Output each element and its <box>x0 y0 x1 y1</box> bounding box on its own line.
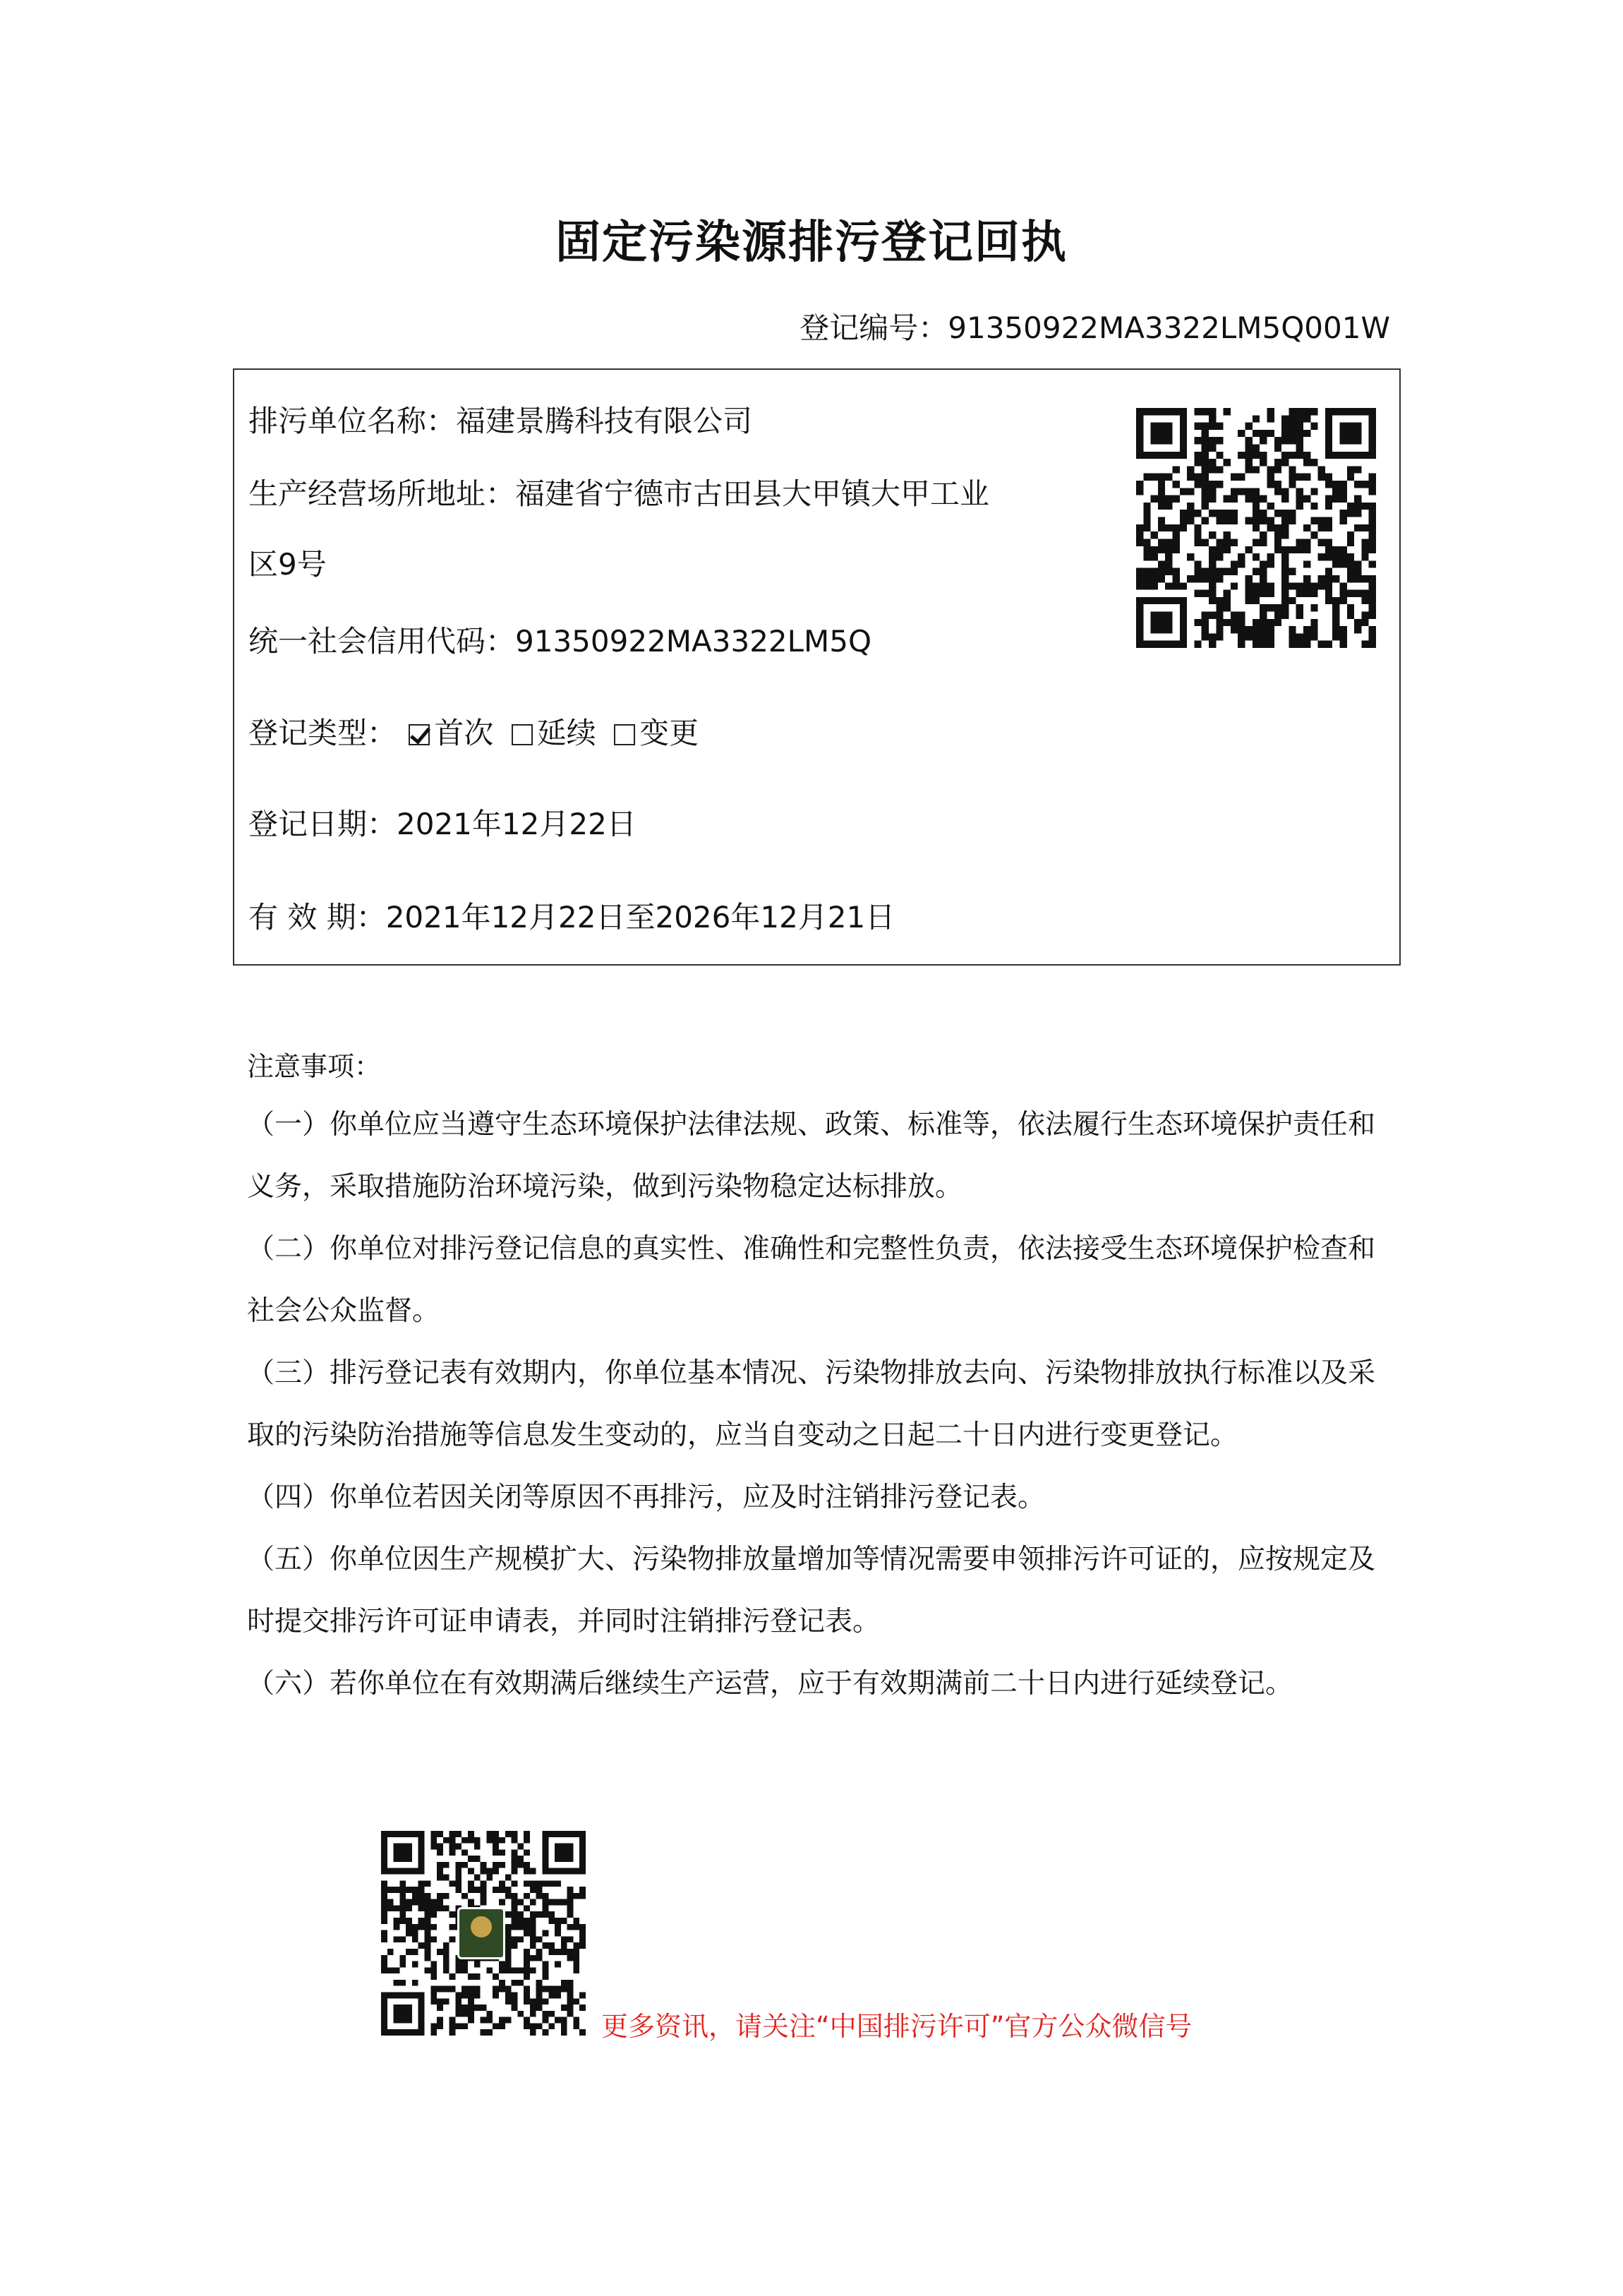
registration-number: 登记编号：91350922MA3322LM5Q001W <box>800 311 1390 345</box>
unit-name-row <box>248 398 752 440</box>
validity-label: 有 效 期： <box>248 900 386 934</box>
address-value-line2: 区9号 <box>248 547 327 582</box>
note-item-1: （一）你单位应当遵守生态环境保护法律法规、政策、标准等，依法履行生态环境保护责任和义务，采取措施防治环境污染，做到污染物稳定达标排放。 <box>247 1109 1376 1203</box>
note-item-2: （二）你单位对排污登记信息的真实性、准确性和完整性负责，依法接受生态环境保护检查和社会公众监督。 <box>247 1233 1376 1327</box>
note-item-6: （六）若你单位在有效期满后继续生产运营，应于有效期满前二十日内进行延续登记。 <box>247 1668 1293 1700</box>
wechat-account-logo-icon <box>457 1907 505 1959</box>
registration-type-label: 登记类型： <box>248 716 397 750</box>
checkbox-first-time <box>409 724 430 745</box>
registration-date-value: 2021年12月22日 <box>397 807 636 841</box>
document-title: 固定污染源排污登记回执 <box>555 216 1068 269</box>
option-first-time: 首次 <box>434 716 494 750</box>
notes-title: 注意事项： <box>247 1051 382 1082</box>
address-row <box>248 471 989 513</box>
registration-qr-code <box>1136 408 1376 648</box>
footer-wechat-notice: 更多资讯，请关注“中国排污许可”官方公众微信号 <box>601 2011 1193 2042</box>
note-item-4: （四）你单位若因关闭等原因不再排污，应及时注销排污登记表。 <box>247 1481 1046 1513</box>
credit-code-row <box>248 618 871 661</box>
validity-value: 2021年12月22日至2026年12月21日 <box>385 900 895 934</box>
checkbox-renewal <box>512 724 533 745</box>
credit-code-label: 统一社会信用代码： <box>248 624 516 659</box>
unit-name-label: 排污单位名称： <box>248 404 457 438</box>
option-renewal: 延续 <box>536 716 596 750</box>
registration-date-label: 登记日期： <box>248 807 397 841</box>
credit-code-value: 91350922MA3322LM5Q <box>515 624 872 659</box>
option-change: 变更 <box>639 716 699 750</box>
note-item-3: （三）排污登记表有效期内，你单位基本情况、污染物排放去向、污染物排放执行标准以及采取的污染防治措施等信息发生变动的，应当自变动之日起二十日内进行变更登记。 <box>247 1357 1376 1451</box>
validity-row <box>248 894 895 937</box>
checkbox-change <box>614 724 635 745</box>
address-row-continued <box>248 541 327 584</box>
unit-name-value: 福建景腾科技有限公司 <box>456 404 753 438</box>
note-item-5: （五）你单位因生产规模扩大、污染物排放量增加等情况需要申领排污许可证的，应按规定及时提交排污许可证申请表，并同时注销排污登记表。 <box>247 1544 1376 1637</box>
address-value-line1: 福建省宁德市古田县大甲镇大甲工业 <box>515 476 990 511</box>
registration-type-row <box>248 710 704 752</box>
address-label: 生产经营场所地址： <box>248 476 516 511</box>
registration-date-row <box>248 801 636 843</box>
